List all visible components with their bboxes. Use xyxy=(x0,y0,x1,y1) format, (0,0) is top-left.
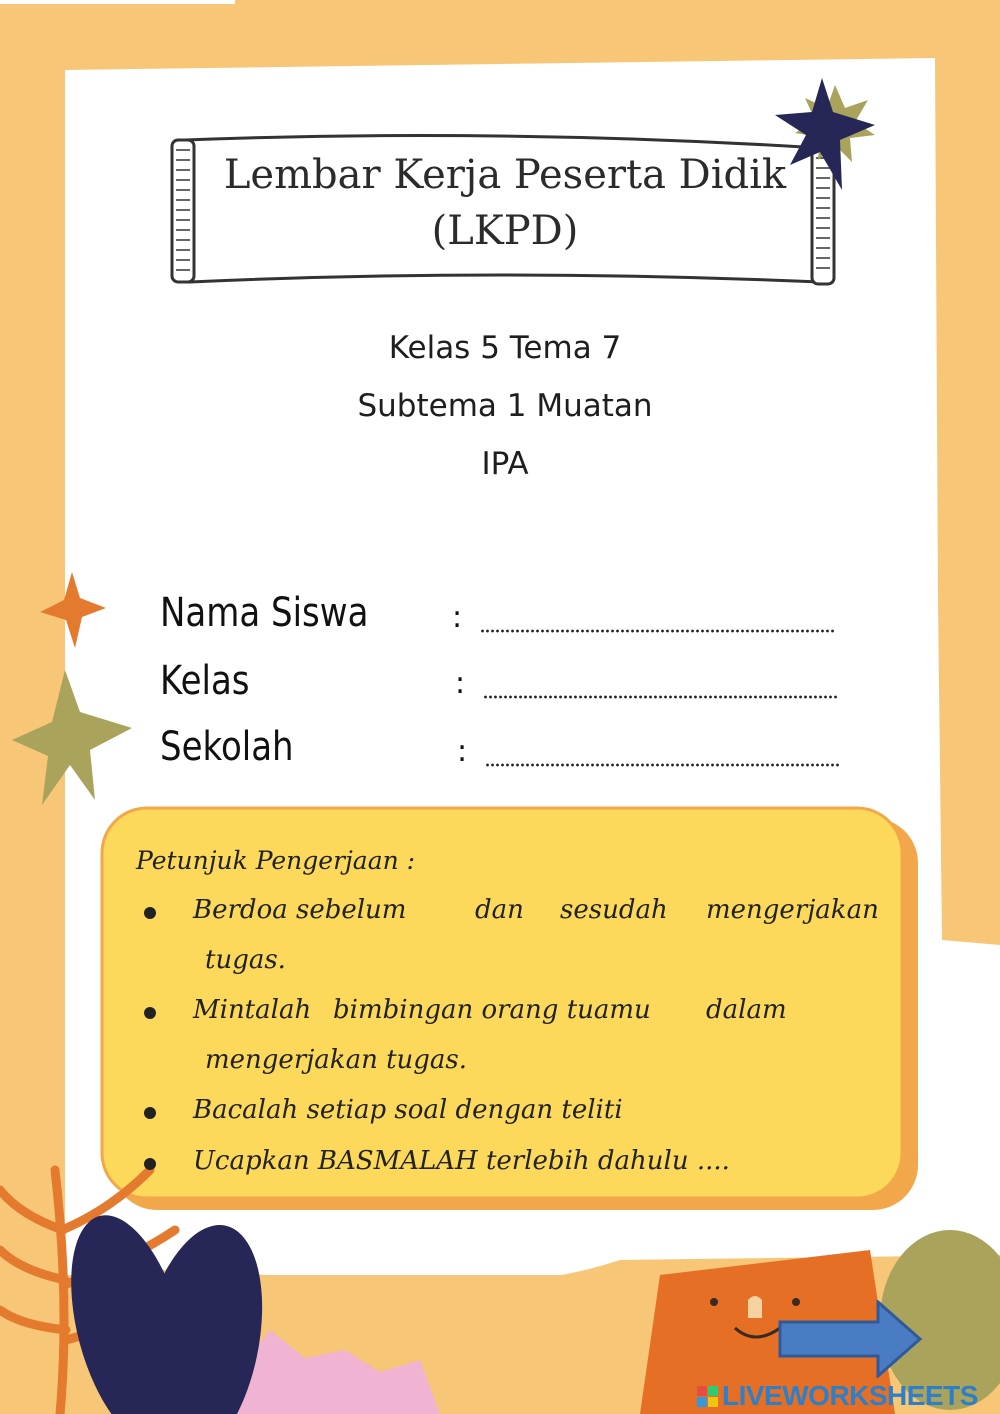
instruction-4: Ucapkan BASMALAH terlebih dahulu .... xyxy=(193,1146,730,1176)
liveworksheets-logo[interactable] xyxy=(697,1380,978,1412)
logo-text: LIVEWORKSHEETS xyxy=(722,1380,978,1411)
bullet-icon xyxy=(144,1158,156,1170)
instruction-1-part-2: dan xyxy=(475,895,524,925)
instruction-1-part-3: sesudah xyxy=(560,895,668,925)
school-label: Sekolah xyxy=(160,724,294,770)
top-strip xyxy=(0,0,235,4)
class-label: Kelas xyxy=(160,658,250,704)
instruction-1-line-2: tugas. xyxy=(205,945,286,975)
class-field[interactable] xyxy=(483,694,838,700)
school-field[interactable] xyxy=(485,762,840,768)
subject-text: IPA xyxy=(481,446,529,482)
instruction-2-part-1: Mintalah xyxy=(193,995,312,1025)
instruction-2-part-2: bimbingan orang tuamu xyxy=(333,995,651,1025)
instruction-2-part-3: dalam xyxy=(706,995,787,1025)
instruction-3: Bacalah setiap soal dengan teliti xyxy=(193,1095,623,1125)
next-arrow-button[interactable] xyxy=(778,1300,923,1378)
instructions-title: Petunjuk Pengerjaan : xyxy=(136,846,416,875)
school-colon: : xyxy=(457,734,468,769)
logo-squares-icon xyxy=(697,1386,718,1407)
instruction-1-part-1: Berdoa sebelum xyxy=(193,895,407,925)
class-colon: : xyxy=(455,666,466,701)
instruction-2-line-2: mengerjakan tugas. xyxy=(205,1045,468,1075)
document-title-line1: Lembar Kerja Peserta Didik xyxy=(223,152,787,198)
bullet-icon xyxy=(144,907,156,919)
bullet-icon xyxy=(144,1107,156,1119)
class-theme-text: Kelas 5 Tema 7 xyxy=(388,330,622,366)
student-name-label: Nama Siswa xyxy=(160,590,369,636)
document-title-line2: (LKPD) xyxy=(431,208,579,254)
bullet-icon xyxy=(144,1007,156,1019)
subtheme-text: Subtema 1 Muatan xyxy=(357,388,653,424)
instruction-1-part-4: mengerjakan xyxy=(706,895,879,925)
student-name-field[interactable] xyxy=(480,628,835,634)
student-name-colon: : xyxy=(452,600,463,635)
